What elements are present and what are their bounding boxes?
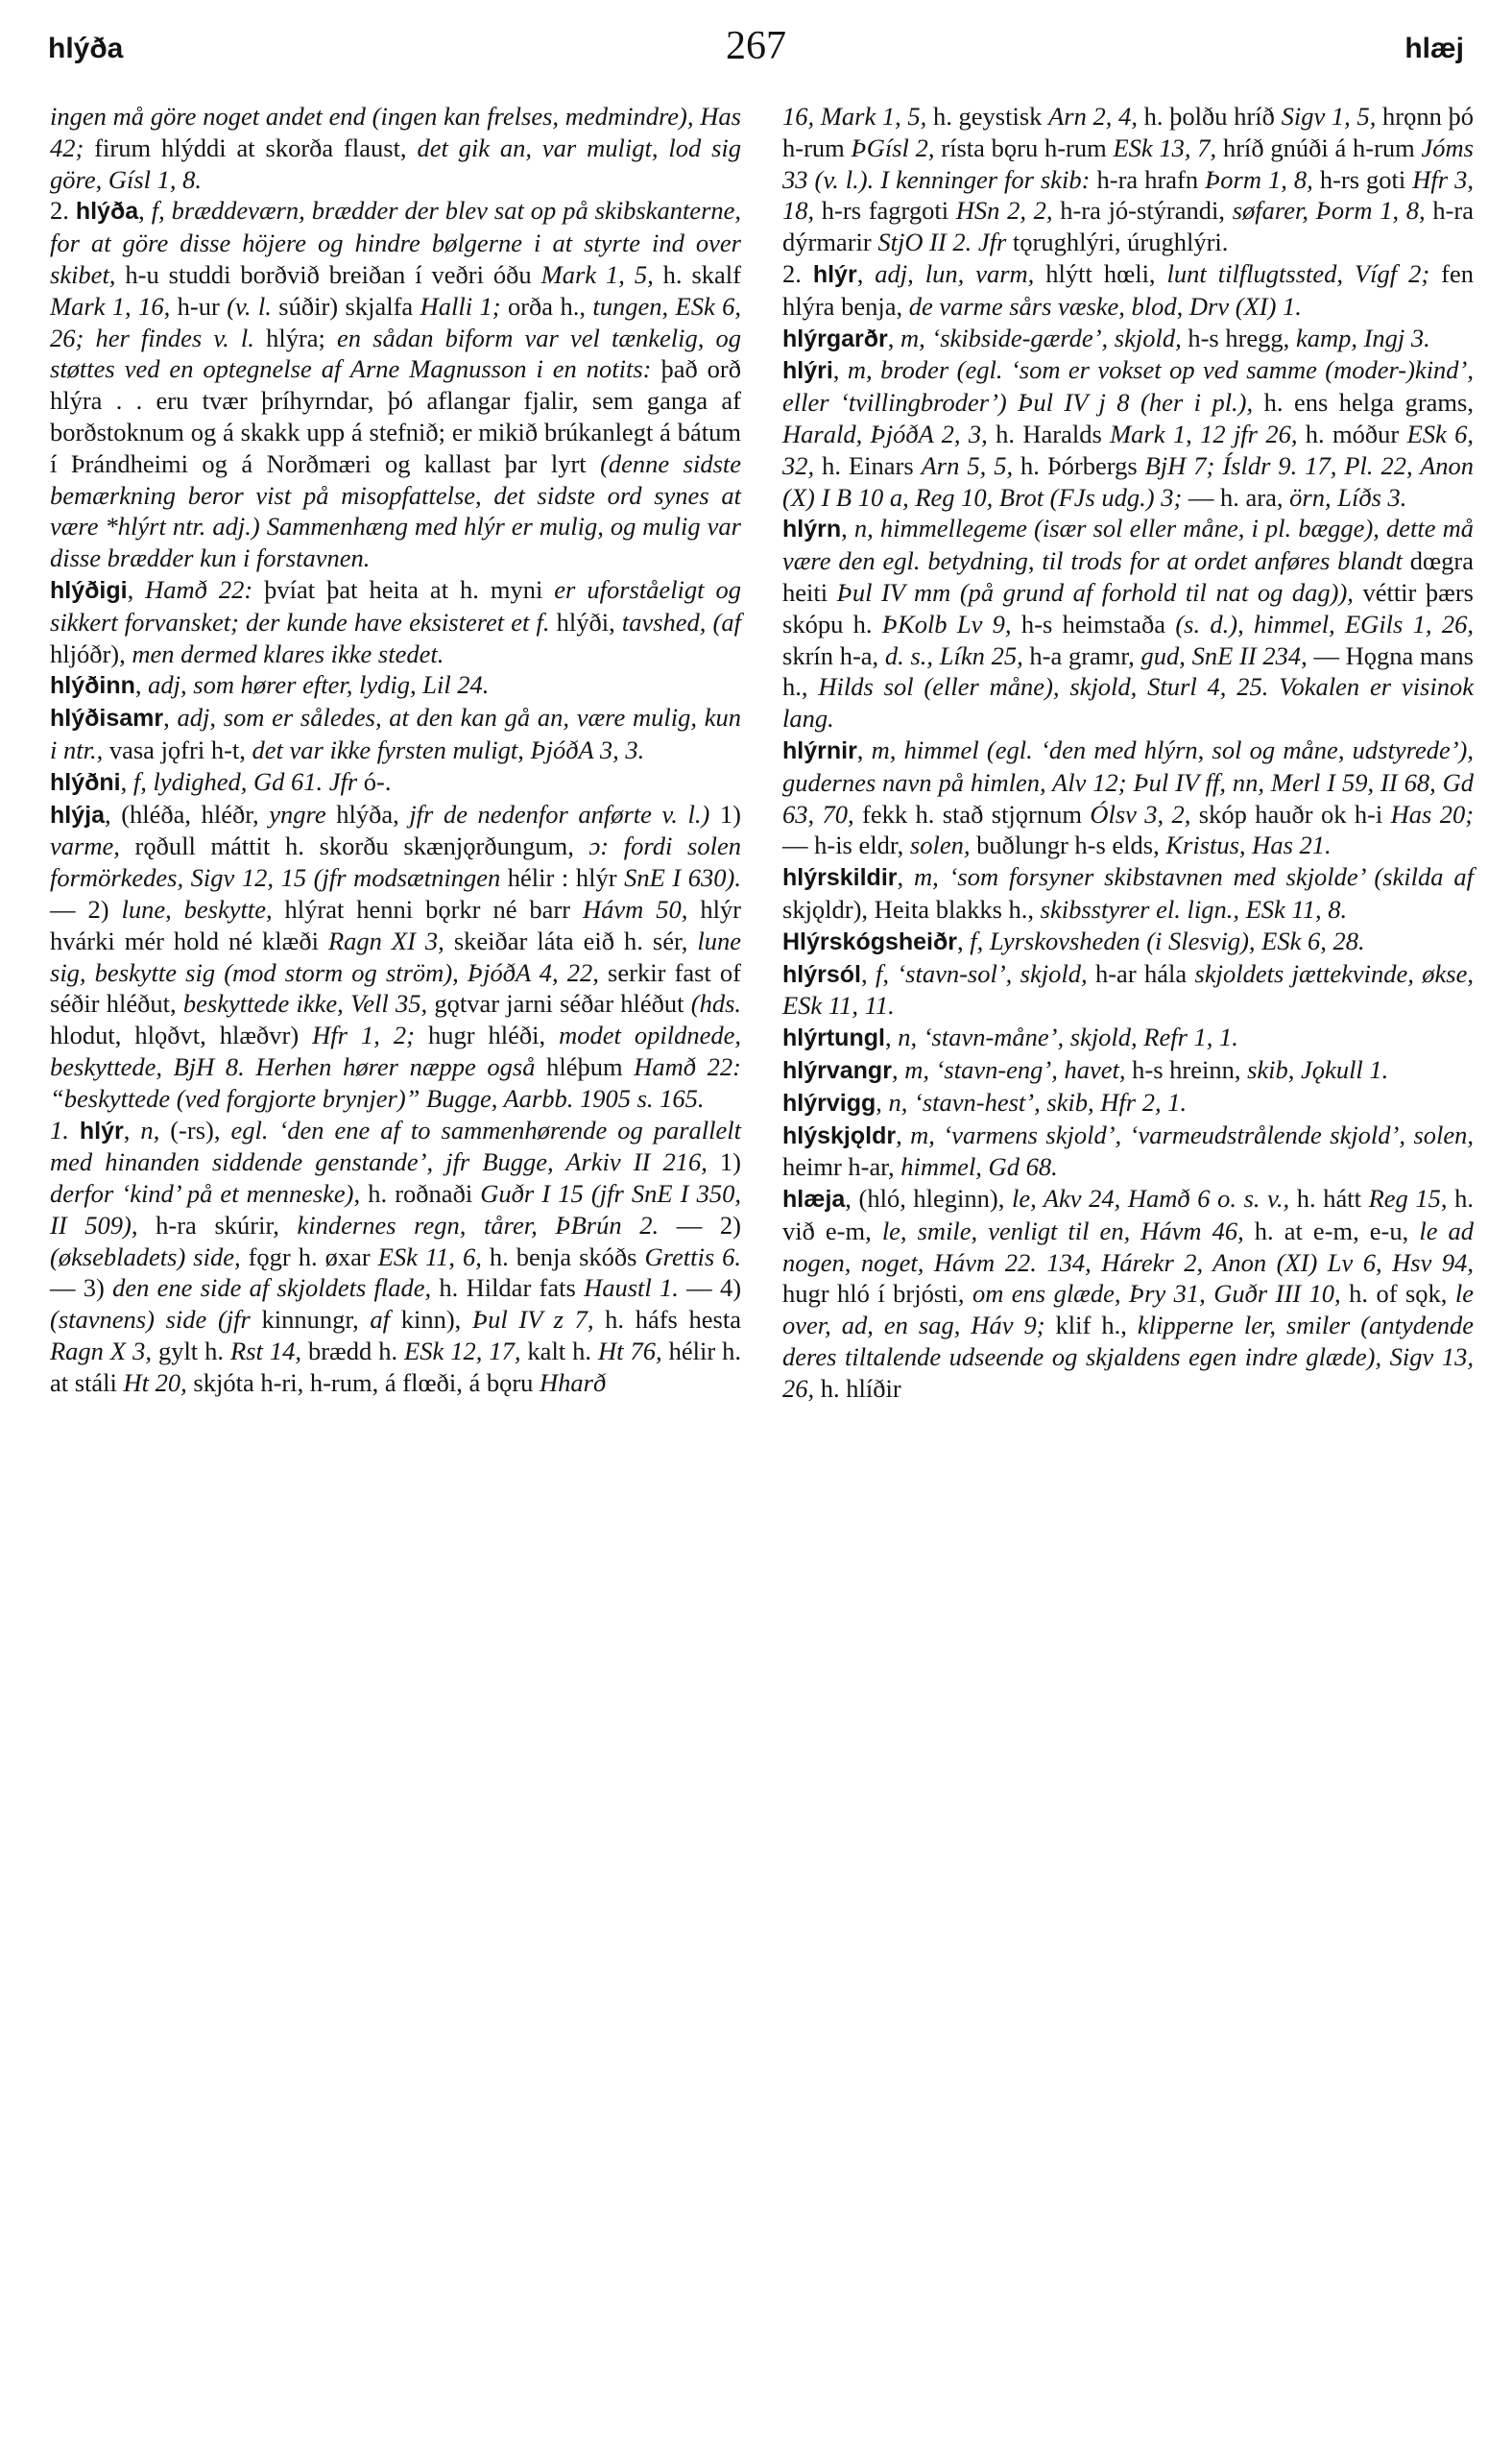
entry-text: hlýra; — [253, 323, 338, 352]
gloss-text: Jóms 33 (v. l.). I kenninger for skib: — [782, 133, 1474, 194]
gloss-text: modet opildnede, beskyttede, BjH 8. Herhen hører næppe også — [50, 1021, 742, 1081]
header-right-guideword: hlæj — [1404, 33, 1464, 64]
gloss-text: Hfr 3, 18, — [782, 164, 1474, 226]
entry-text: h. Haralds — [987, 419, 1111, 448]
gloss-text: Kristus, Has 21. — [1165, 831, 1332, 860]
dictionary-entry — [782, 1054, 1474, 1087]
entry-text: h. Einars — [814, 450, 922, 480]
gloss-text: n, himmellegeme (især sol eller måne, i pl. bægge), dette må være den egl. betydning, til trods for at ordet anføres blandt — [782, 514, 1474, 576]
gloss-text: Hharð — [540, 1367, 607, 1397]
entry-text: skjǫldr), Heita blakks h., — [782, 894, 1041, 924]
gloss-text: SnE I 630). — [624, 863, 741, 893]
gloss-text: m, ‘stavn-eng’, havet, — [904, 1054, 1126, 1084]
entry-text: , — [860, 958, 876, 988]
gloss-text: m, ‘varmens skjold’, ‘varmeudstrålende skjold’, solen, — [910, 1120, 1475, 1149]
gloss-text: (s. d.), himmel, EGils 1, 26, — [1175, 609, 1474, 639]
gloss-text: le, Akv 24, Hamð 6 o. s. v., — [1011, 1184, 1290, 1214]
entry-text: h. of sǫk, — [1340, 1279, 1455, 1309]
entry-text: vasa jǫfri h-t, — [103, 735, 252, 764]
gloss-text: m, ‘skibside-gærde’, skjold, — [900, 323, 1182, 352]
gloss-text: Hilds sol (eller måne), skjold, Sturl 4, 25. Vokalen er visinok lang. — [782, 672, 1474, 734]
gloss-text: Ht 76, — [598, 1337, 662, 1366]
gloss-text: adj, lun, varm, — [875, 258, 1035, 288]
entry-text: h. ens helga grams, — [1253, 388, 1474, 418]
entry-text: h. skalf — [653, 259, 741, 289]
gloss-text: Has 20; — [1390, 799, 1475, 829]
gloss-text: BjH 7; Ísldr 9. 17, Pl. 22, Anon (X) I B 10 a, Reg 10, Brot (FJs udg.) 3; — [782, 450, 1475, 512]
gloss-text: Haustl 1. — [584, 1273, 679, 1303]
entry-text: kalt h. — [520, 1337, 598, 1366]
headword: hlýskjǫldr — [782, 1121, 897, 1149]
gloss-text: gud, SnE II 234, — [1140, 640, 1308, 670]
entry-text: klif h., — [1044, 1311, 1138, 1340]
gloss-text: d. s., Líkn 25, — [884, 640, 1023, 670]
gloss-text: derfor ‘kind’ på et menneske), — [50, 1179, 361, 1209]
gloss-text: Ragn X 3, — [50, 1337, 152, 1366]
gloss-text: kamp, Ingj 3. — [1295, 323, 1430, 352]
entry-text: hlýr hvárki mér hold né klæði — [50, 894, 742, 955]
gloss-text: n, ‘stavn-måne’, skjold, Refr 1, 1. — [898, 1023, 1238, 1052]
entry-text: h-a gramr, — [1022, 640, 1141, 670]
gloss-text: ÞGísl 2, — [851, 133, 935, 162]
entry-text: heimr h-ar, — [782, 1152, 901, 1182]
gloss-text: lune sig, beskytte sig (mod storm og ström), ÞjóðA 4, 22, — [50, 926, 741, 987]
headword: hlýrgarðr — [782, 325, 888, 352]
dictionary-entry — [782, 354, 1474, 513]
gloss-text: Sigv 1, 5, — [1281, 102, 1377, 131]
gloss-text: Halli 1; — [420, 291, 501, 321]
entry-text: h. at e-m, e-u, — [1243, 1216, 1420, 1245]
entry-text: h. benja skóðs — [481, 1241, 645, 1271]
entry-text: hljóðr), — [50, 639, 132, 668]
entry-text: , — [876, 1087, 889, 1117]
dictionary-entry — [50, 702, 741, 766]
headword: hlýrvangr — [782, 1056, 892, 1084]
gloss-text: (denne sidste bemærkning beror vist på misopfattelse, det sidste ord synes at være *hlýrt ntr. adj.) Sammenhæng med hlýr er mulig, og mulig var disse brædder kun i forstavnen. — [50, 448, 742, 573]
entry-text: — 3) — [50, 1273, 113, 1303]
gloss-text: jfr de nedenfor anførte v. l.) — [409, 799, 710, 829]
entry-text: h. hlíðir — [814, 1373, 901, 1403]
dictionary-entry — [782, 1183, 1474, 1405]
gloss-text: m, ‘som forsyner skibstavnen med skjolde’ (skilda af — [913, 862, 1475, 892]
dictionary-entry — [782, 1120, 1474, 1184]
entry-text: ó-. — [357, 766, 392, 796]
gloss-text: Hamð 22: — [145, 574, 253, 604]
gloss-text: n, — [140, 1115, 160, 1145]
entry-text: hlodut, hlǫðvt, hlæðvr) — [50, 1021, 313, 1050]
gloss-text: kindernes regn, tårer, ÞBrún 2. — [297, 1210, 660, 1240]
left-column — [50, 101, 741, 1399]
gloss-text: beskyttede ikke, Vell 35, — [182, 989, 428, 1019]
entry-text: 1) — [709, 799, 741, 829]
entry-text: h-u studdi borðvið breiðan í veðri óðu — [115, 259, 541, 289]
gloss-text: Reg 15, — [1368, 1184, 1448, 1214]
entry-text: 1) — [707, 1147, 742, 1177]
entry-text: — 4) — [678, 1273, 742, 1303]
gloss-text: lune, beskytte, — [121, 894, 273, 924]
dictionary-entry — [50, 766, 741, 799]
entry-text: þvíat þat heita at h. myni — [252, 574, 555, 604]
dictionary-entry — [782, 926, 1474, 958]
gloss-text: det gik an, var muligt, lod sig göre, Gísl 1, 8. — [50, 133, 742, 194]
entry-text: , — [891, 1054, 905, 1084]
gloss-text: ɔ: fordi solen formörkedes, Sigv 12, 15 (jfr modsætningen — [50, 831, 741, 893]
gloss-text: lunt tilflugtssted, Vígf 2; — [1166, 258, 1430, 288]
entry-text: hrǫnn þó h-rum — [782, 102, 1475, 162]
dictionary-entry — [782, 861, 1474, 926]
gloss-text: tungen, ESk 6, 26; her findes v. l. — [50, 291, 742, 352]
entry-text: h. hátt — [1289, 1184, 1369, 1214]
entry-text: , (hló, hleginn), — [845, 1184, 1012, 1214]
headword: hlæja — [782, 1186, 846, 1214]
entry-text: það orð hlýra . . eru tvær þríhyrndar, þó aflangar fjalir, sem ganga af borðstoknum og á skakk upp á stefnið; er mikið brúkanlegt á bátum í Þrándheimi og á Norðmæri og kallast þar lyrt — [50, 354, 742, 478]
dictionary-entry — [782, 958, 1474, 1023]
gloss-text: f, lydighed, Gd 61. Jfr — [132, 766, 358, 796]
gloss-text: skjoldets jættekvinde, økse, ESk 11, 11. — [782, 958, 1475, 1021]
entry-text: , (hléða, hléðr, — [104, 799, 270, 829]
gloss-text: det var ikke fyrsten muligt, ÞjóðA 3, 3. — [252, 735, 645, 764]
entry-text: h. þolðu hríð — [1137, 102, 1282, 131]
headword: hlýrvigg — [782, 1089, 876, 1117]
entry-text: firum hlýddi at skorða flaust, — [84, 133, 418, 162]
dictionary-entry — [782, 1087, 1474, 1120]
entry-text: h. háfs hesta — [593, 1305, 741, 1335]
gloss-text: Harald, ÞjóðA 2, 3, — [782, 419, 988, 448]
entry-text: , — [856, 735, 872, 764]
gloss-text: f, Lyrskovsheden (i Slesvig), ESk 6, 28. — [970, 926, 1365, 955]
entry-text: , — [134, 670, 149, 700]
entry-text: h-ur — [170, 291, 228, 321]
gloss-text: ingen må göre noget andet end (ingen kan frelses, medmindre), Has 42; — [50, 102, 741, 162]
entry-text: hlýði, — [549, 607, 622, 637]
gloss-text: om ens glæde, Þry 31, Guðr III 10, — [972, 1279, 1341, 1309]
headword: hlýri — [782, 357, 833, 385]
gloss-text: tavshed, (af — [621, 607, 741, 637]
entry-text: h-ra jó-stýrandi, — [1052, 196, 1233, 226]
dictionary-entry — [50, 574, 741, 669]
entry-text: 2. — [50, 196, 76, 226]
entry-text: brædd h. — [300, 1337, 405, 1366]
entry-text: serkir fast of séðir hléðut, — [50, 957, 741, 1019]
gloss-text: (stavnens) side (jfr — [50, 1305, 251, 1335]
entry-text: rísta bǫru h-rum — [934, 133, 1114, 162]
entry-text — [69, 1116, 80, 1145]
entry-text: , — [163, 703, 178, 733]
entry-text: h. Þórbergs — [1013, 450, 1145, 480]
entry-text: h. við e-m, — [782, 1184, 1475, 1245]
gloss-text: 16, Mark 1, 5, — [782, 102, 927, 131]
entry-text: h. geystisk — [926, 102, 1049, 131]
gloss-text: adj, som hører efter, lydig, Lil 24. — [148, 670, 490, 700]
gloss-text: HSn 2, 2, — [955, 196, 1053, 226]
entry-text: , — [884, 1023, 899, 1052]
gloss-text: Arn 2, 4, — [1048, 102, 1138, 131]
entry-text: h. roðnaði — [360, 1179, 481, 1209]
headword: hlýðigi — [50, 576, 128, 604]
entry-text: skóp hauðr ok h-i — [1190, 799, 1391, 829]
gloss-text: 1. — [50, 1115, 69, 1145]
entry-text: — 2) — [50, 894, 122, 924]
entry-text: skjóta h-ri, h-rum, á flœði, á bǫru — [186, 1367, 540, 1397]
gloss-text: ESk 11, 6, — [377, 1241, 482, 1271]
dictionary-entry — [782, 735, 1474, 861]
entry-text: hlýtt hœli, — [1034, 258, 1167, 288]
entry-text: hélir h. at stáli — [50, 1337, 742, 1397]
dictionary-entry — [50, 669, 741, 702]
gloss-text: Þul IV mm (på grund af forhold til nat og dag)), — [836, 577, 1354, 607]
entry-text: — h-is eldr, — [782, 831, 910, 860]
gloss-text: Hávm 50, — [583, 894, 688, 924]
dictionary-entry — [50, 195, 741, 574]
gloss-text: Hfr 1, 2; — [312, 1021, 415, 1050]
headword: hlýðinn — [50, 672, 135, 700]
dictionary-entry — [50, 1115, 741, 1399]
page-header — [48, 10, 1464, 77]
gloss-text: Mark 1, 12 jfr 26, — [1110, 419, 1298, 448]
entry-text: skeiðar láta eið h. sér, — [444, 926, 698, 955]
dictionary-entry — [50, 799, 741, 1115]
gloss-text: Rst 14, — [230, 1337, 301, 1366]
gloss-text: de varme sårs væske, blod, Drv (XI) 1. — [908, 291, 1302, 321]
gloss-text: den ene side af skjoldets flade, — [112, 1273, 432, 1303]
entry-text: hlýrat henni bǫrkr né barr — [272, 894, 584, 924]
entry-text: hugr hló í brjósti, — [782, 1279, 972, 1309]
entry-text: h-ra hrafn — [1090, 164, 1206, 194]
entry-text: súðir) skjalfa — [271, 291, 420, 321]
entry-text: (-rs), — [159, 1115, 231, 1145]
headword: hlýrn — [782, 516, 842, 543]
page-number: 267 — [726, 24, 786, 68]
gloss-text: Grettis 6. — [644, 1241, 741, 1271]
entry-text: , — [897, 862, 914, 892]
gloss-text: Þorm 1, 8, — [1205, 164, 1313, 194]
entry-text: gylt h. — [151, 1337, 231, 1366]
headword: hlýja — [50, 801, 105, 829]
gloss-text: klipperne ler, smiler (antydende deres tiltalende udseende og skjaldens egen indre glæde), Sigv 13, 26, — [782, 1311, 1474, 1403]
gloss-text: af — [370, 1305, 391, 1335]
entry-text: fekk h. stað stjǫrnum — [853, 799, 1091, 829]
entry-text: h. móður — [1297, 419, 1407, 448]
dictionary-entry — [782, 258, 1474, 323]
headword: Hlýrskógsheiðr — [782, 928, 958, 955]
entry-text: — h. ara, — [1182, 482, 1290, 512]
gloss-text: le, smile, venligt til en, Hávm 46, — [881, 1216, 1244, 1245]
entry-text: hléþum — [535, 1051, 635, 1081]
entry-text: fǫgr h. øxar — [240, 1241, 378, 1271]
gloss-text: Mark 1, 16, — [50, 291, 171, 321]
right-column — [782, 101, 1474, 1405]
gloss-text: (øksebladets) side, — [50, 1241, 241, 1271]
gloss-text: himmel, Gd 68. — [900, 1152, 1058, 1182]
entry-text: , — [832, 355, 848, 385]
entry-text: h. Hildar fats — [431, 1273, 585, 1303]
entry-text: gǫtvar jarni séðar hléðut — [427, 989, 691, 1019]
gloss-text: ESk 13, 7, — [1113, 133, 1217, 162]
gloss-text: Guðr I 15 (jfr SnE I 350, II 509), — [50, 1179, 741, 1240]
gloss-text: (v. l. — [227, 291, 272, 321]
entry-text: orða h., — [500, 291, 593, 321]
gloss-text: m, himmel (egl. ‘den med hlýrn, sol og måne, udstyrede’), gudernes navn på himlen, Alv 12; Þul IV ff, nn, Merl I 59, II 68, Gd 63, 70, — [782, 735, 1474, 829]
gloss-text: n, ‘stavn-hest’, skib, Hfr 2, 1. — [888, 1087, 1188, 1117]
entry-text: hríð gnúði á h-rum — [1216, 133, 1422, 162]
gloss-text: varme, — [50, 831, 120, 861]
entry-text: véttir þærs skópu h. — [782, 577, 1474, 639]
entry-text: h-s hreinn, — [1125, 1054, 1248, 1084]
entry-text: buðlungr h-s elds, — [970, 831, 1166, 860]
gloss-text: StjO II 2. Jfr — [877, 228, 1007, 257]
headword: hlýr — [812, 260, 857, 288]
gloss-text: skibsstyrer el. lign., ESk 11, 8. — [1040, 894, 1348, 924]
entry-text: , — [887, 323, 901, 352]
dictionary-entry — [782, 513, 1474, 735]
headword: hlýrnir — [782, 736, 857, 764]
gloss-text: Þul IV z 7, — [471, 1305, 594, 1335]
gloss-text: solen, — [909, 831, 971, 860]
entry-text: kinnungr, — [250, 1305, 371, 1335]
headword: hlýðni — [50, 768, 121, 796]
gloss-text: skib, Jǫkull 1. — [1247, 1054, 1389, 1084]
gloss-text: Arn 5, 5, — [921, 450, 1014, 480]
entry-text: , — [896, 1120, 911, 1149]
headword: hlýrtungl — [782, 1024, 885, 1052]
headword: hlýða — [75, 198, 139, 226]
gloss-text: (hds. — [690, 989, 742, 1019]
gloss-text: yngre — [269, 799, 326, 829]
gloss-text: le ad nogen, noget, Hávm 22. 134, Hárekr 2, Anon (XI) Lv 6, Hsv 94, — [782, 1216, 1475, 1277]
right-column-text — [782, 101, 1474, 258]
gloss-text: Ólsv 3, 2, — [1090, 799, 1191, 829]
headword: hlýr — [79, 1117, 124, 1145]
entry-text: — 2) — [659, 1210, 741, 1240]
entry-text: hugr hléði, — [414, 1021, 560, 1050]
entry-text: hlýða, — [325, 799, 410, 829]
entry-text: , — [856, 258, 876, 288]
entry-text: , — [957, 926, 971, 955]
entry-text: hélir : hlýr — [500, 863, 625, 893]
entry-text: , — [841, 514, 854, 543]
entry-text: rǫðull máttit h. skorðu skænjǫrðungum, — [119, 831, 589, 861]
gloss-text: m, broder (egl. ‘som er vokset op ved samme (moder-)kind’, eller ‘tvillingbroder’) Þul IV j 8 (her i pl.), — [782, 355, 1475, 418]
gloss-text: Hamð 22: “beskyttede (ved forgjorte brynjer)” Bugge, Aarbb. 1905 s. 165. — [50, 1051, 741, 1113]
entry-text: dœgra heiti — [782, 546, 1474, 607]
gloss-text: ESk 6, 32, — [782, 419, 1475, 480]
entry-text: fen hlýra benja, — [782, 258, 1475, 321]
left-column-text — [50, 101, 741, 195]
dictionary-entry — [782, 1022, 1474, 1054]
gloss-text: Ht 20, — [123, 1367, 187, 1397]
gloss-text: örn, Líðs 3. — [1289, 482, 1407, 512]
gloss-text: f, bræddeværn, brædder der blev sat op på skibskanterne, for at göre disse höjere og hindre bølgerne i at styrte ind over skibet, — [50, 196, 742, 289]
entry-text: — Hǫgna mans h., — [782, 640, 1474, 702]
gloss-text: søfarer, Þorm 1, 8, — [1232, 196, 1426, 226]
entry-text: , — [127, 574, 146, 604]
entry-text: h-rs goti — [1312, 164, 1413, 194]
entry-text: , — [120, 766, 133, 796]
headword: hlýðisamr — [50, 705, 164, 733]
entry-text: h-rs fagrgoti — [814, 196, 956, 226]
gloss-text: er uforståeligt og sikkert forvansket; der kunde have eksisteret et f. — [50, 574, 741, 637]
entry-text: , — [123, 1115, 141, 1145]
gloss-text: f, ‘stavn-sol’, skjold, — [875, 958, 1088, 988]
headword: hlýrskildir — [782, 864, 898, 892]
gloss-text: Ragn XI 3, — [327, 926, 444, 955]
gloss-text: en sådan biform var vel tænkelig, og støttes ved en optegnelse af Arne Magnusson i en notits: — [50, 323, 742, 384]
entry-text: 2. — [782, 258, 813, 288]
gloss-text: ÞKolb Lv 9, — [881, 609, 1012, 639]
entry-text: kinn), — [390, 1305, 472, 1335]
entry-text: skrín h-a, — [782, 640, 885, 670]
dictionary-entry — [782, 323, 1474, 355]
entry-text: h-ra dýrmarir — [782, 196, 1474, 257]
entry-text: h-s heimstaða — [1011, 609, 1176, 639]
gloss-text: adj, som er således, at den kan gå an, være mulig, kun i ntr., — [50, 703, 741, 764]
gloss-text: le over, ad, en sag, Háv 9; — [782, 1279, 1474, 1340]
gloss-text: men dermed klares ikke stedet. — [132, 639, 444, 668]
gloss-text: ESk 12, 17, — [404, 1337, 521, 1366]
gloss-text: Mark 1, 5, — [540, 259, 654, 289]
gloss-text: egl. ‘den ene af to sammenhørende og parallelt med hinanden siddende genstande’, jfr Bugge, Arkiv II 216, — [50, 1115, 741, 1177]
entry-text: tǫrughlýri, úrughlýri. — [1006, 228, 1229, 257]
headword: hlýrsól — [782, 960, 861, 988]
header-left-guideword: hlýða — [48, 33, 124, 64]
entry-text: h-ar hála — [1087, 958, 1195, 988]
entry-text: , — [138, 196, 152, 226]
entry-text: h-s hregg, — [1181, 323, 1296, 352]
entry-text: h-ra skúrir, — [137, 1210, 298, 1240]
